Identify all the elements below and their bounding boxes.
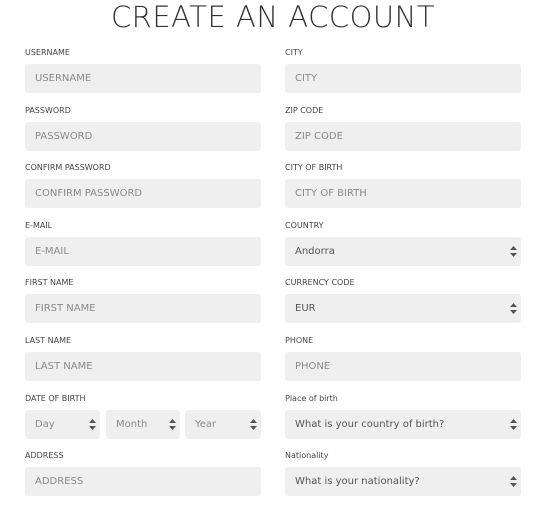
username-field-group — [25, 47, 261, 105]
currency-code-field-group — [285, 277, 521, 335]
currency-code-value: EUR — [295, 303, 316, 315]
select-arrows-icon — [250, 419, 257, 430]
country-value: Andorra — [295, 245, 335, 257]
form-left-column — [25, 47, 261, 508]
country-select[interactable] — [285, 237, 521, 266]
password-input[interactable]: PASSWORD — [25, 122, 261, 151]
email-field-group — [25, 220, 261, 278]
first-name-label: FIRST NAME — [25, 278, 74, 288]
city-of-birth-field-group — [285, 162, 521, 220]
select-arrows-icon — [89, 419, 96, 430]
select-arrows-icon — [510, 303, 517, 314]
place-of-birth-label: Place of birth — [285, 393, 338, 403]
confirm-password-field-group — [25, 162, 261, 220]
dob-year-value: Year — [195, 418, 217, 430]
confirm-password-input[interactable]: CONFIRM PASSWORD — [25, 179, 261, 208]
last-name-field-group — [25, 335, 261, 393]
first-name-field-group — [25, 277, 261, 335]
city-of-birth-label: CITY OF BIRTH — [285, 163, 343, 173]
select-arrows-icon — [510, 246, 517, 257]
username-input[interactable]: USERNAME — [25, 64, 261, 93]
nationality-value: What is your nationality? — [295, 476, 420, 488]
nationality-field-group — [285, 450, 521, 508]
address-label: ADDRESS — [25, 451, 64, 461]
username-label: USERNAME — [25, 48, 70, 57]
zip-code-input[interactable]: ZIP CODE — [285, 122, 521, 151]
country-field-group — [285, 220, 521, 278]
zip-code-label: ZIP CODE — [285, 105, 324, 115]
password-label: PASSWORD — [25, 105, 71, 115]
place-of-birth-select[interactable] — [285, 410, 521, 439]
date-of-birth-label: DATE OF BIRTH — [25, 393, 86, 403]
place-of-birth-value: What is your country of birth? — [295, 418, 445, 430]
email-input[interactable]: E-MAIL — [25, 237, 261, 266]
dob-month-value: Month — [116, 418, 148, 430]
date-of-birth-row — [25, 410, 261, 439]
last-name-input[interactable]: LAST NAME — [25, 352, 261, 381]
country-label: COUNTRY — [285, 220, 324, 230]
confirm-password-label: CONFIRM PASSWORD — [25, 163, 111, 173]
nationality-label: Nationality — [285, 451, 329, 461]
date-of-birth-field-group — [25, 393, 261, 451]
address-input[interactable]: ADDRESS — [25, 467, 261, 496]
currency-code-select[interactable] — [285, 294, 521, 323]
dob-day-value: Day — [35, 418, 55, 430]
select-arrows-icon — [510, 476, 517, 487]
place-of-birth-field-group — [285, 393, 521, 451]
currency-code-label: CURRENCY CODE — [285, 278, 355, 288]
phone-input[interactable]: PHONE — [285, 352, 521, 381]
phone-field-group — [285, 335, 521, 393]
page-title: CREATE AN ACCOUNT — [110, 0, 436, 34]
city-field-group — [285, 47, 521, 105]
city-label: CITY — [285, 48, 303, 57]
last-name-label: LAST NAME — [25, 335, 72, 345]
address-field-group — [25, 450, 261, 508]
password-field-group — [25, 105, 261, 163]
select-arrows-icon — [510, 419, 517, 430]
dob-year-select[interactable] — [185, 410, 261, 439]
city-of-birth-input[interactable]: CITY OF BIRTH — [285, 179, 521, 208]
select-arrows-icon — [169, 419, 176, 430]
dob-day-select[interactable] — [25, 410, 100, 439]
nationality-select[interactable] — [285, 467, 521, 496]
dob-month-select[interactable] — [106, 410, 180, 439]
form-right-column — [285, 47, 521, 508]
phone-label: PHONE — [285, 335, 314, 345]
city-input[interactable]: CITY — [285, 64, 521, 93]
email-label: E-MAIL — [25, 220, 53, 230]
zip-code-field-group — [285, 105, 521, 163]
first-name-input[interactable]: FIRST NAME — [25, 294, 261, 323]
